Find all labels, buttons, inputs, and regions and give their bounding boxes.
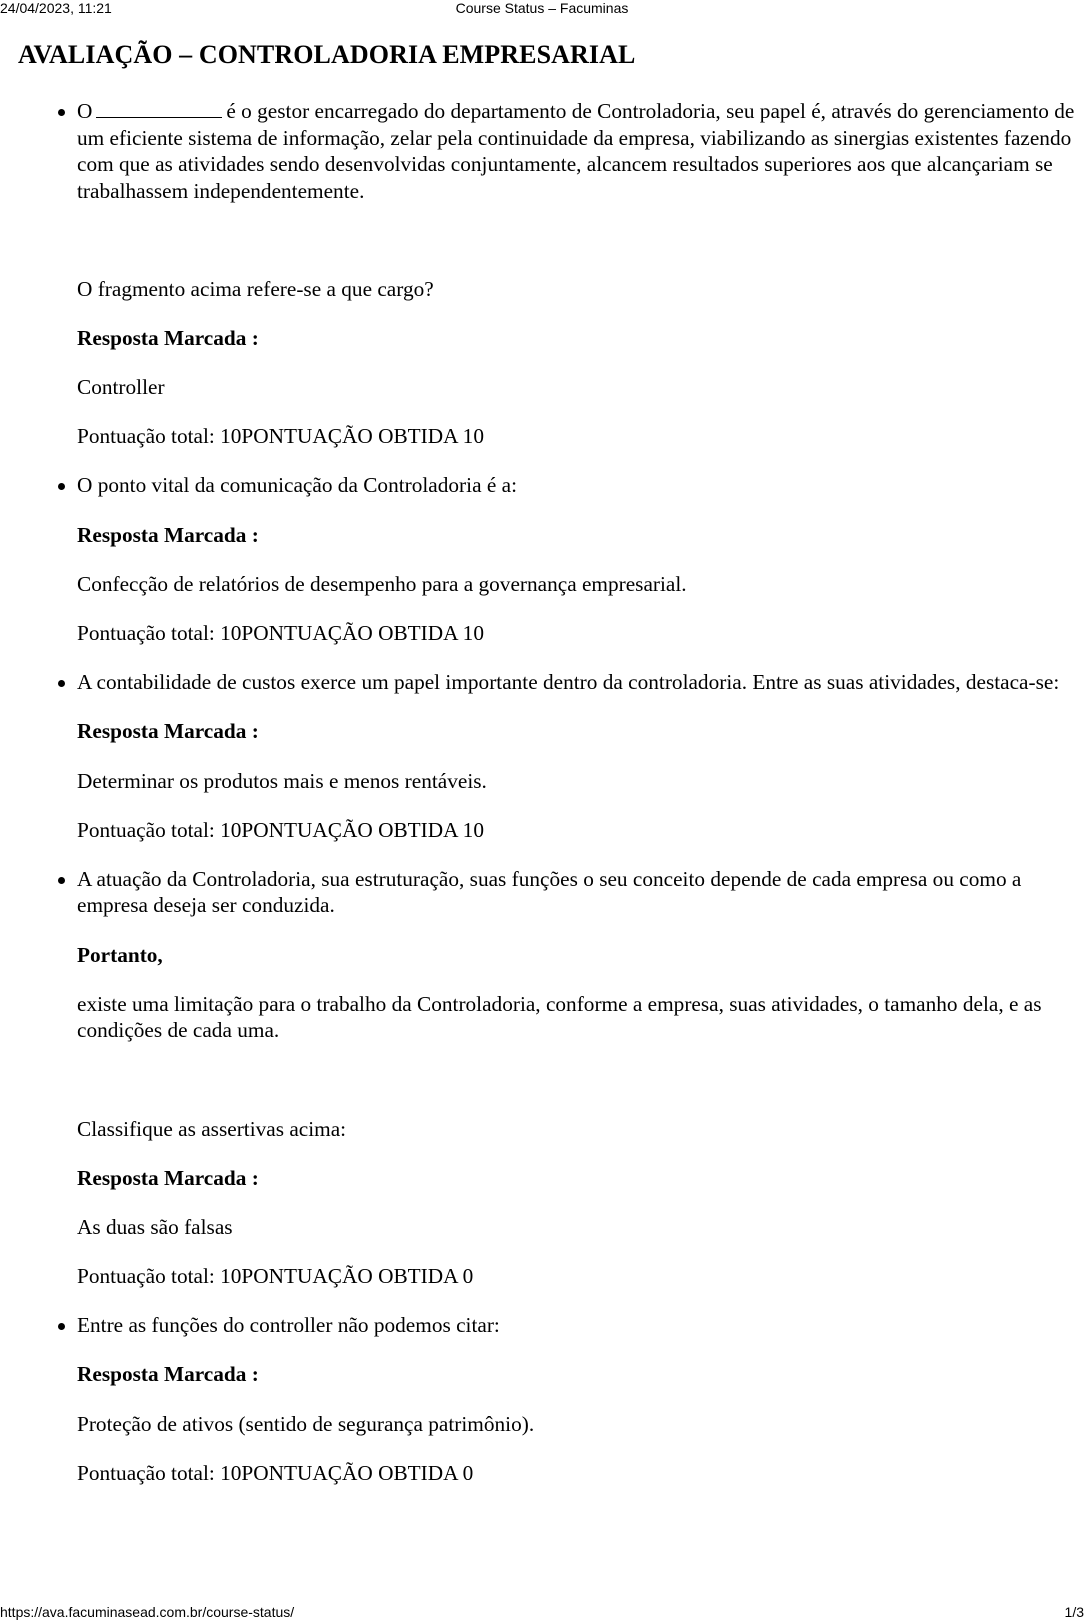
answer-label: Resposta Marcada : bbox=[77, 1165, 259, 1190]
question-statement bbox=[77, 98, 1077, 204]
print-page-number: 1/3 bbox=[1064, 1604, 1084, 1620]
print-header bbox=[0, 0, 1084, 16]
answer-label: Resposta Marcada : bbox=[77, 719, 259, 744]
score-line: Pontuação total: 10PONTUAÇÃO OBTIDA 10 bbox=[77, 424, 484, 449]
answer-label: Resposta Marcada : bbox=[77, 1362, 259, 1387]
answer-label: Resposta Marcada : bbox=[77, 522, 259, 547]
question-item-5 bbox=[77, 1312, 1077, 1486]
marked-answer: Determinar os produtos mais e menos rentáveis. bbox=[77, 768, 487, 793]
spacer bbox=[77, 1067, 1077, 1116]
marked-answer: As duas são falsas bbox=[77, 1214, 233, 1239]
print-page-title: Course Status – Facuminas bbox=[455, 0, 629, 16]
question-statement: A contabilidade de custos exerce um papel importante dentro da controladoria. Entre as suas atividades, destaca-se: bbox=[77, 670, 1060, 695]
question-list bbox=[77, 98, 1077, 1509]
page-title: AVALIAÇÃO – CONTROLADORIA EMPRESARIAL bbox=[18, 40, 636, 69]
answer-label: Resposta Marcada : bbox=[77, 325, 259, 350]
score-line: Pontuação total: 10PONTUAÇÃO OBTIDA 0 bbox=[77, 1460, 474, 1485]
question-statement-text: é o gestor encarregado do departamento de Controladoria, seu papel é, através do gerenciamento de um eficiente sistema de informação, zelar pela continuidade da empresa, viabilizando as sinergias existentes fazendo com que as atividades sendo desenvolvidas conjuntamente, alcancem resultados superiores aos que alcançariam se trabalhassem independentemente. bbox=[77, 99, 1075, 203]
question-statement-2: existe uma limitação para o trabalho da Controladoria, conforme a empresa, suas atividades, o tamanho dela, e as condições de cada uma. bbox=[77, 991, 1042, 1043]
question-statement: A atuação da Controladoria, sua estruturação, suas funções o seu conceito depende de cada empresa ou como a empresa deseja ser conduzida. bbox=[77, 866, 1022, 918]
print-footer bbox=[0, 1603, 1084, 1621]
fill-in-blank bbox=[96, 99, 222, 118]
score-line: Pontuação total: 10PONTUAÇÃO OBTIDA 10 bbox=[77, 621, 484, 645]
marked-answer: Controller bbox=[77, 375, 165, 400]
question-item-1 bbox=[77, 98, 1077, 450]
question-prompt: Classifique as assertivas acima: bbox=[77, 1116, 347, 1141]
question-connector: Portanto, bbox=[77, 942, 163, 967]
question-item-3 bbox=[77, 669, 1077, 843]
question-prompt: O fragmento acima refere-se a que cargo? bbox=[77, 276, 434, 301]
print-datetime: 24/04/2023, 11:21 bbox=[0, 0, 112, 16]
spacer bbox=[77, 227, 1077, 276]
score-line: Pontuação total: 10PONTUAÇÃO OBTIDA 0 bbox=[77, 1264, 474, 1289]
marked-answer: Confecção de relatórios de desempenho para a governança empresarial. bbox=[77, 571, 687, 596]
question-statement: Entre as funções do controller não podemos citar: bbox=[77, 1313, 500, 1338]
question-item-2 bbox=[77, 472, 1077, 646]
question-statement: O ponto vital da comunicação da Controladoria é a: bbox=[77, 473, 517, 498]
question-item-4 bbox=[77, 866, 1077, 1290]
score-line: Pontuação total: 10PONTUAÇÃO OBTIDA 10 bbox=[77, 817, 484, 842]
marked-answer: Proteção de ativos (sentido de segurança patrimônio). bbox=[77, 1411, 535, 1436]
print-url: https://ava.facuminasead.com.br/course-status/ bbox=[0, 1604, 295, 1620]
question-statement-prefix: O bbox=[77, 99, 93, 123]
